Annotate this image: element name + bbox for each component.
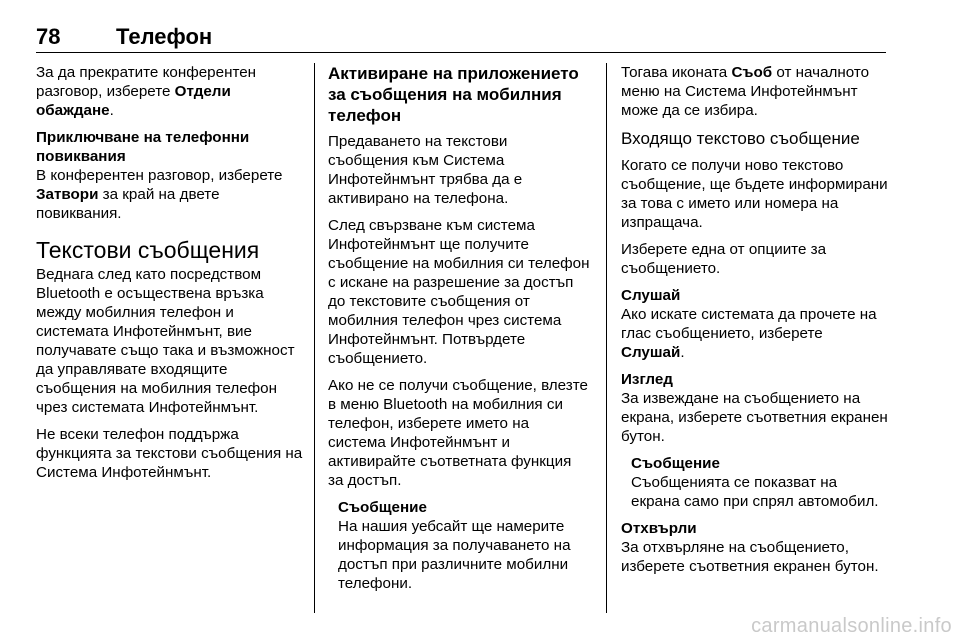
subheading-view: Изглед — [621, 371, 673, 388]
paragraph-bluetooth-intro: Веднага след като посредством Bluetooth е осъществена връзка между мобилния телефон и системата Инфотейнмънт, вие получавате също така и възможност да управлявате входящите съобщения на мобилния телефон чрез системата Инфотейнмънт. — [36, 266, 295, 416]
column-left — [36, 63, 304, 490]
column-middle — [328, 63, 590, 601]
paragraph-activation: Предаването на текстови съобщения към Система Инфотейнмънт трябва да е активирано на телефона. — [328, 133, 523, 207]
paragraph-bluetooth-menu: Ако не се получи съобщение, влезте в меню Bluetooth на мобилния си телефон, изберете името на система Инфотейнмънт и активирайте съответната функция за достъп. — [328, 377, 588, 489]
subheading-listen: Слушай — [621, 287, 681, 304]
note-heading: Съобщение — [338, 499, 427, 516]
paragraph-icon-available: Тогава иконата Съоб от началното меню на Система Инфотейнмънт може да се избира. — [621, 64, 870, 119]
column-divider — [314, 63, 315, 613]
paragraph-listen: Ако искате системата да прочете на глас съобщението, изберете Слушай. — [621, 306, 877, 361]
paragraph-end-calls: В конферентен разговор, изберете Затвори за край на двете повиквания. — [36, 167, 283, 222]
close-term: Затвори — [36, 186, 99, 203]
note-text: На нашия уебсайт ще намерите информация за получаването на достъп при различните мобилни телефони. — [338, 518, 571, 592]
note-text: Съобщенията се показват на екрана само при спрял автомобил. — [631, 474, 879, 510]
subheading-end-calls: Приключване на телефонни повиквания — [36, 129, 250, 165]
heading-activate-app: Активиране на приложението за съобщения на мобилния телефон — [328, 64, 579, 125]
chapter-title: Телефон — [116, 24, 213, 49]
paragraph-permission: След свързване към система Инфотейнмънт ще получите съобщение на мобилния си телефон с искане на разрешение за достъп до текстовите съобщения от мобилния телефон чрез система Инфотейнмънт. Потвърдете съобщението. — [328, 217, 590, 367]
page-number: 78 — [36, 24, 61, 49]
heading-incoming-message: Входящо текстово съобщение — [621, 129, 860, 148]
header-rule — [36, 52, 886, 53]
note-block — [338, 498, 590, 593]
section-title-text-messages: Текстови съобщения — [36, 237, 260, 263]
subheading-reject: Отхвърли — [621, 520, 697, 537]
watermark: carmanualsonline.info — [751, 615, 952, 637]
paragraph-select-option: Изберете една от опциите за съобщението. — [621, 241, 827, 277]
messages-icon-term: Съоб — [731, 64, 773, 81]
paragraph-split-call: За да прекратите конферентен разговор, изберете Отдели обаждане. — [36, 64, 257, 119]
paragraph-new-message: Когато се получи ново текстово съобщение, ще бъдете информирани за това с името или номера на изпращача. — [621, 157, 888, 231]
page-header — [36, 24, 924, 52]
paragraph-support-note: Не всеки телефон поддържа функцията за текстови съобщения на Система Инфотейнмънт. — [36, 426, 303, 481]
paragraph-reject: За отхвърляне на съобщението, изберете съответния екранен бутон. — [621, 539, 879, 575]
column-divider — [606, 63, 607, 613]
column-right — [621, 63, 889, 584]
paragraph-view: За извеждане на съобщението на екрана, изберете съответния екранен бутон. — [621, 390, 888, 445]
split-call-term: Отдели обаждане — [36, 83, 231, 119]
note-block — [631, 454, 889, 511]
listen-term: Слушай — [621, 344, 681, 361]
note-heading: Съобщение — [631, 455, 720, 472]
